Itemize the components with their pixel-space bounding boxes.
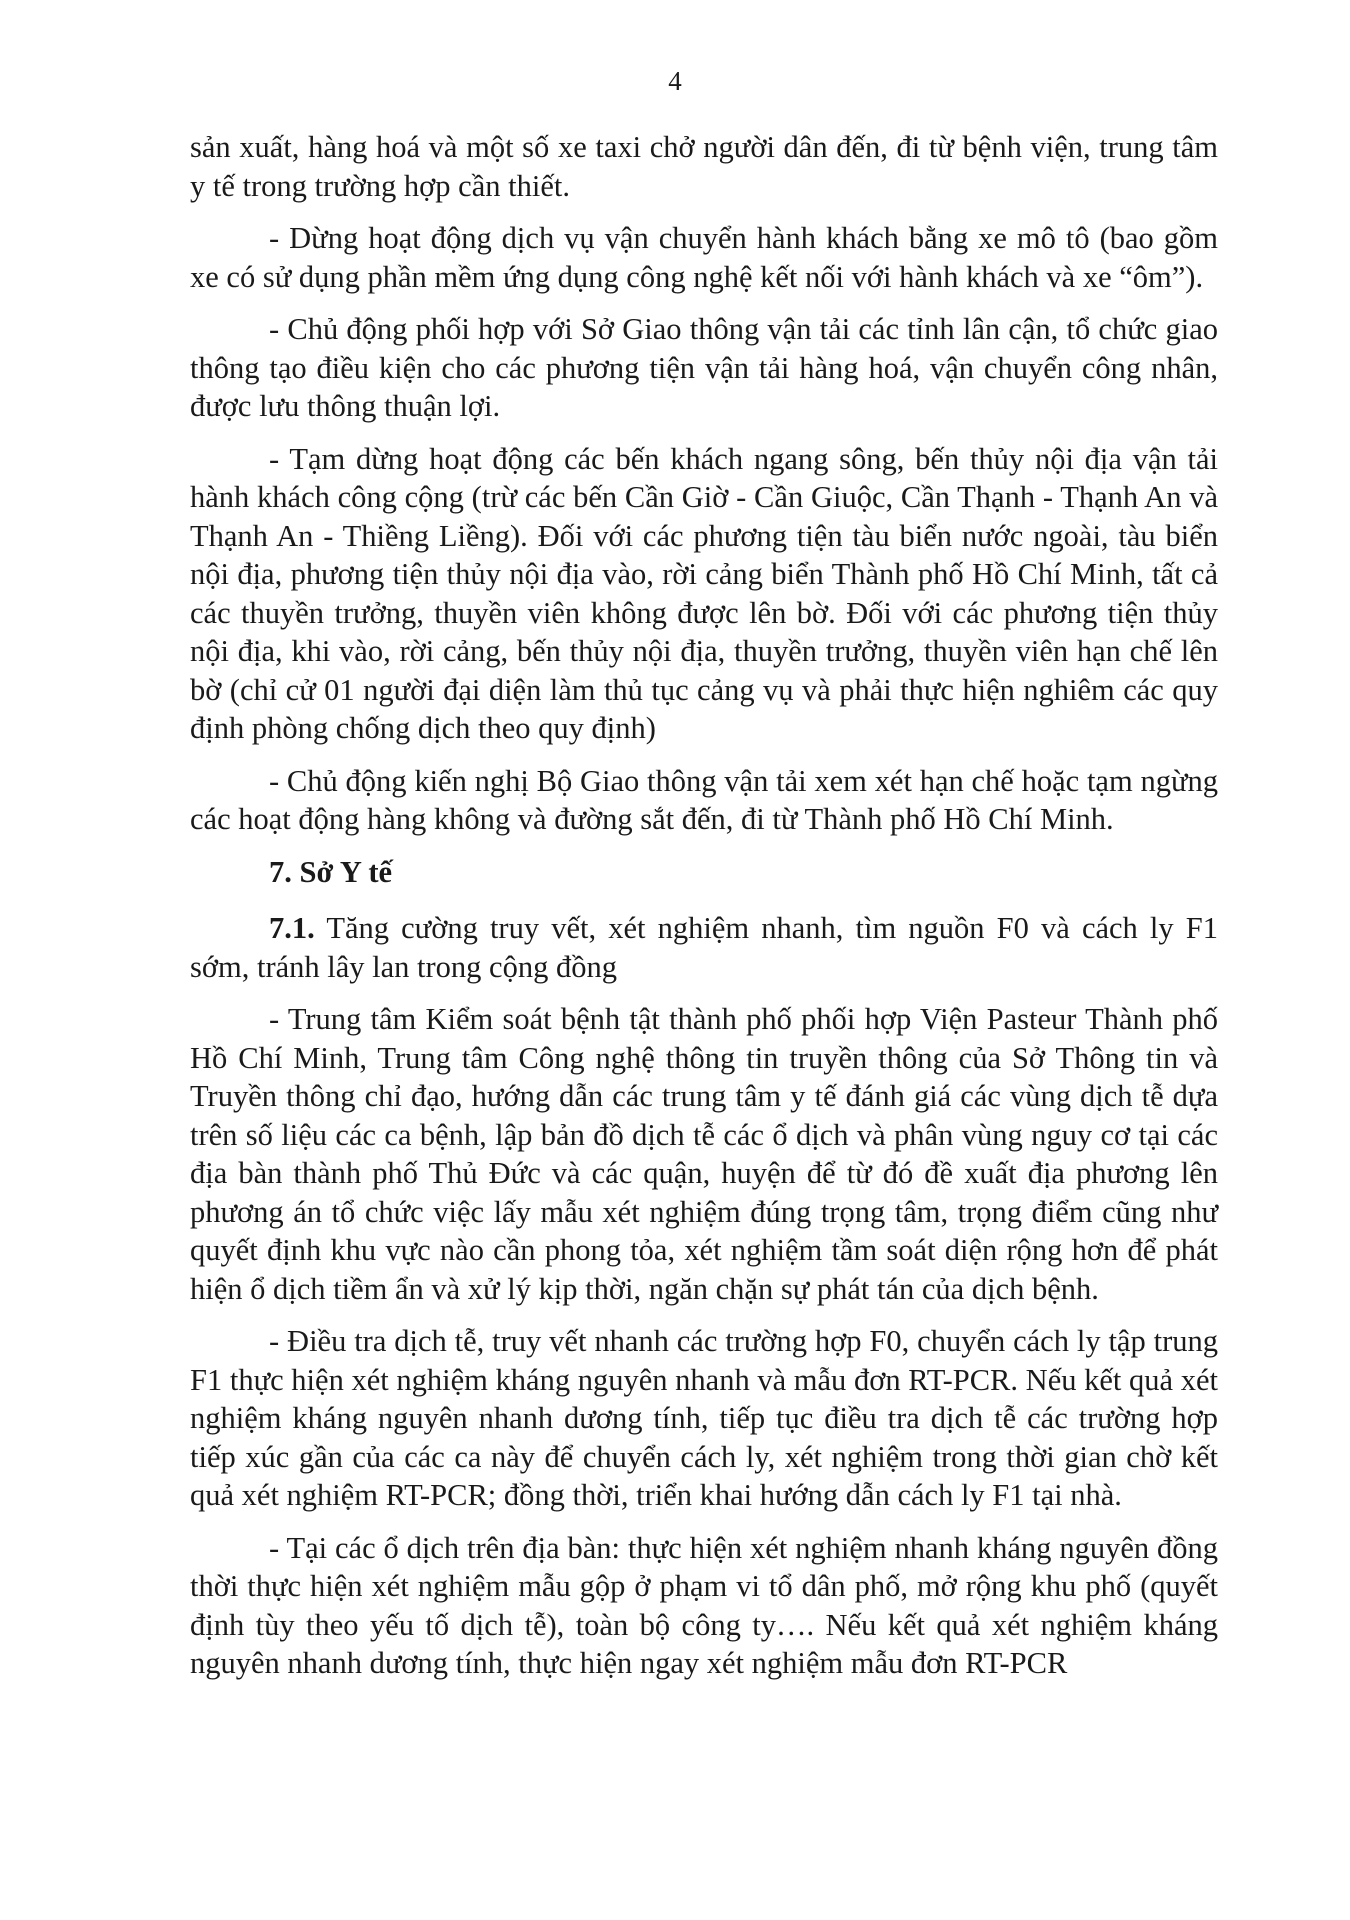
section-heading: 7. Sở Y tế <box>269 854 393 889</box>
paragraph-transport-coordination: - Chủ động phối hợp với Sở Giao thông vận tải các tỉnh lân cận, tổ chức giao thông tạo điều kiện cho các phương tiện vận tải hàng hoá, vận chuyển công nhân, được lưu thông thuận lợi. <box>190 312 1218 423</box>
paragraph-aviation-rail: - Chủ động kiến nghị Bộ Giao thông vận tải xem xét hạn chế hoặc tạm ngừng các hoạt động hàng không và đường sắt đến, đi từ Thành phố Hồ Chí Minh. <box>190 763 1218 836</box>
paragraph-motorbike-suspension: - Dừng hoạt động dịch vụ vận chuyển hành khách bằng xe mô tô (bao gồm xe có sử dụng phần mềm ứng dụng công nghệ kết nối với hành khách và xe “ôm”). <box>190 221 1218 294</box>
page-number: 4 <box>668 66 682 96</box>
paragraph-contact-tracing: - Điều tra dịch tễ, truy vết nhanh các trường hợp F0, chuyển cách ly tập trung F1 thực hiện xét nghiệm kháng nguyên nhanh và mẫu đơn RT-PCR. Nếu kết quả xét nghiệm kháng nguyên nhanh dương tính, tiếp tục điều tra dịch tễ các trường hợp tiếp xúc gần của các ca này để chuyển cách ly, xét nghiệm trong thời gian chờ kết quả xét nghiệm RT-PCR; đồng thời, triển khai hướng dẫn cách ly F1 tại nhà. <box>190 1324 1218 1512</box>
paragraph-continuation: sản xuất, hàng hoá và một số xe taxi chở người dân đến, đi từ bệnh viện, trung tâm y tế trong trường hợp cần thiết. <box>190 130 1218 203</box>
subsection-title: Tăng cường truy vết, xét nghiệm nhanh, tìm nguồn F0 và cách ly F1 sớm, tránh lây lan trong cộng đồng <box>190 911 1218 984</box>
paragraph-ferry-suspension: - Tạm dừng hoạt động các bến khách ngang sông, bến thủy nội địa vận tải hành khách công cộng (trừ các bến Cần Giờ - Cần Giuộc, Cần Thạnh - Thạnh An và Thạnh An - Thiềng Liềng). Đối với các phương tiện tàu biển nước ngoài, tàu biển nội địa, phương tiện thủy nội địa vào, rời cảng biển Thành phố Hồ Chí Minh, tất cả các thuyền trưởng, thuyền viên không được lên bờ. Đối với các phương tiện thủy nội địa, khi vào, rời cảng, bến thủy nội địa, thuyền trưởng, thuyền viên hạn chế lên bờ (chỉ cử 01 người đại diện làm thủ tục cảng vụ và phải thực hiện nghiêm các quy định phòng chống dịch theo quy định) <box>190 441 1218 745</box>
paragraph-outbreak-testing: - Tại các ổ dịch trên địa bàn: thực hiện xét nghiệm nhanh kháng nguyên đồng thời thực hiện xét nghiệm mẫu gộp ở phạm vi tổ dân phố, mở rộng khu phố (quyết định tùy theo yếu tố dịch tễ), toàn bộ công ty…. Nếu kết quả xét nghiệm kháng nguyên nhanh dương tính, thực hiện ngay xét nghiệm mẫu đơn RT-PCR <box>190 1530 1218 1680</box>
paragraph-disease-control: - Trung tâm Kiểm soát bệnh tật thành phố phối hợp Viện Pasteur Thành phố Hồ Chí Minh, Trung tâm Công nghệ thông tin truyền thông của Sở Thông tin và Truyền thông chỉ đạo, hướng dẫn các trung tâm y tế đánh giá các vùng dịch tễ dựa trên số liệu các ca bệnh, lập bản đồ dịch tễ các ổ dịch và phân vùng nguy cơ tại các địa bàn thành phố Thủ Đức và các quận, huyện để từ đó đề xuất địa phương lên phương án tổ chức việc lấy mẫu xét nghiệm đúng trọng tâm, trọng điểm cũng như quyết định khu vực nào cần phong tỏa, xét nghiệm tầm soát diện rộng hơn để phát hiện ổ dịch tiềm ẩn và xử lý kịp thời, ngăn chặn sự phát tán của dịch bệnh. <box>190 1002 1218 1306</box>
document-body <box>190 128 1218 1697</box>
subsection-heading <box>190 909 1218 986</box>
subsection-number: 7.1. <box>269 911 315 945</box>
